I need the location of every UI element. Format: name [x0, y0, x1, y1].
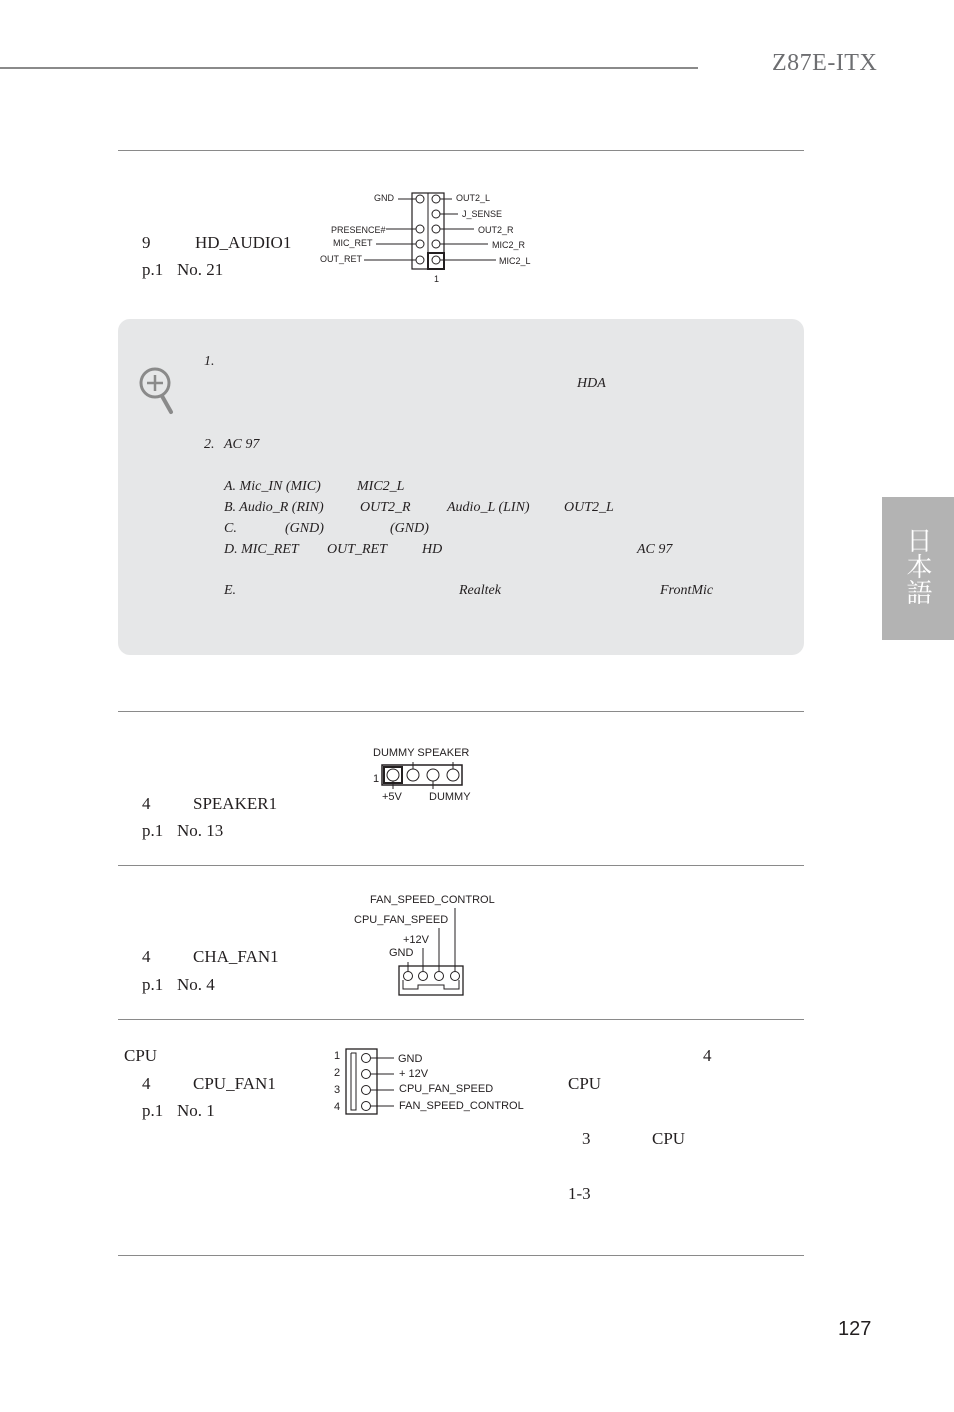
speaker-pins: 4 — [142, 794, 151, 813]
hd-label-presence: PRESENCE# — [331, 225, 386, 235]
note-c-gnd2: (GND) — [390, 521, 429, 536]
speaker-label-5v: +5V — [382, 791, 402, 803]
language-tab-label: 日本語 — [902, 527, 932, 605]
hd-audio-ref-no: No. 21 — [177, 260, 224, 279]
cpu-fan-label-1: 1 — [334, 1050, 341, 1062]
hd-audio-ref-page: p.1 — [142, 260, 164, 279]
cha-fan-label-gnd: GND — [389, 947, 414, 959]
note-d: D. MIC_RET — [224, 542, 299, 557]
note-d-hd: HD — [422, 542, 443, 557]
note-a: A. Mic_IN (MIC) — [224, 479, 321, 494]
note-a-mic2-l: MIC2_L — [357, 479, 405, 494]
hd-label-j-sense: J_SENSE — [462, 209, 503, 219]
speaker-label-top: DUMMY SPEAKER — [373, 747, 470, 759]
hd-label-out-ret: OUT_RET — [320, 254, 363, 264]
hd-label-mic-ret: MIC_RET — [333, 238, 373, 248]
note-c-gnd1: (GND) — [285, 521, 324, 536]
cha-fan-ref-page: p.1 — [142, 975, 164, 994]
cha-fan-label-12v: +12V — [403, 934, 429, 946]
hd-audio-name: HD_AUDIO1 — [195, 233, 292, 252]
note-e-realtek: Realtek — [459, 583, 501, 598]
page-number: 127 — [838, 1318, 872, 1340]
speaker-ref-no: No. 13 — [177, 821, 224, 840]
hd-label-mic2-l: MIC2_L — [499, 256, 531, 266]
cpu-fan-label-fsc: FAN_SPEED_CONTROL — [399, 1100, 524, 1112]
cpu-fan-desc-cpu2: CPU — [652, 1129, 686, 1148]
cpu-fan-pins: 4 — [142, 1074, 151, 1093]
note-2-number: 2. — [204, 437, 215, 452]
speaker-ref-page: p.1 — [142, 821, 164, 840]
model-title: Z87E-ITX — [772, 50, 878, 76]
note-e: E. — [224, 583, 237, 598]
hd-label-pin1: 1 — [434, 274, 440, 284]
cpu-fan-desc-range: 1-3 — [568, 1184, 591, 1203]
cha-fan-name: CHA_FAN1 — [193, 947, 279, 966]
note-2-ac97: AC 97 — [224, 437, 260, 452]
speaker-label-dummy: DUMMY — [429, 791, 471, 803]
note-b-audio-l: Audio_L (LIN) — [447, 500, 530, 515]
note-b-out2-l: OUT2_L — [564, 500, 614, 515]
hd-audio-pins: 9 — [142, 233, 151, 252]
note-e-frontmic: FrontMic — [660, 583, 714, 598]
cpu-fan-label-gnd: GND — [398, 1053, 423, 1065]
cpu-fan-desc-four: 4 — [703, 1046, 712, 1065]
note-c: C. — [224, 521, 237, 536]
note-b: B. Audio_R (RIN) — [224, 500, 324, 515]
cpu-fan-label-12v: + 12V — [399, 1068, 429, 1080]
cha-fan-label-fsc: FAN_SPEED_CONTROL — [370, 894, 495, 906]
cpu-fan-desc-three: 3 — [582, 1129, 591, 1148]
note-d-out-ret: OUT_RET — [327, 542, 387, 557]
hd-label-mic2-r: MIC2_R — [492, 240, 526, 250]
speaker-name: SPEAKER1 — [193, 794, 278, 813]
cpu-fan-label-4: 4 — [334, 1101, 341, 1113]
cha-fan-pins: 4 — [142, 947, 151, 966]
cpu-fan-name: CPU_FAN1 — [193, 1074, 276, 1093]
note-b-out2-r: OUT2_R — [360, 500, 411, 515]
note-d-ac97: AC 97 — [637, 542, 673, 557]
cha-fan-ref-no: No. 4 — [177, 975, 215, 994]
cpu-fan-desc-cpu1: CPU — [568, 1074, 602, 1093]
hd-label-gnd: GND — [374, 193, 394, 203]
cha-fan-label-cfs: CPU_FAN_SPEED — [354, 914, 449, 926]
cpu-fan-label-cfs: CPU_FAN_SPEED — [399, 1083, 494, 1095]
cpu-fan-ref-page: p.1 — [142, 1101, 164, 1120]
cpu-fan-ref-no: No. 1 — [177, 1101, 215, 1120]
cpu-fan-label-2: 2 — [334, 1067, 341, 1079]
cpu-fan-prefix: CPU — [124, 1046, 158, 1065]
cpu-fan-label-3: 3 — [334, 1084, 341, 1096]
hd-label-out2-r: OUT2_R — [478, 225, 514, 235]
speaker-label-pin1: 1 — [373, 773, 380, 785]
hd-label-out2-l: OUT2_L — [456, 193, 491, 203]
note-1-hda: HDA — [577, 376, 606, 391]
note-1-number: 1. — [204, 354, 215, 369]
